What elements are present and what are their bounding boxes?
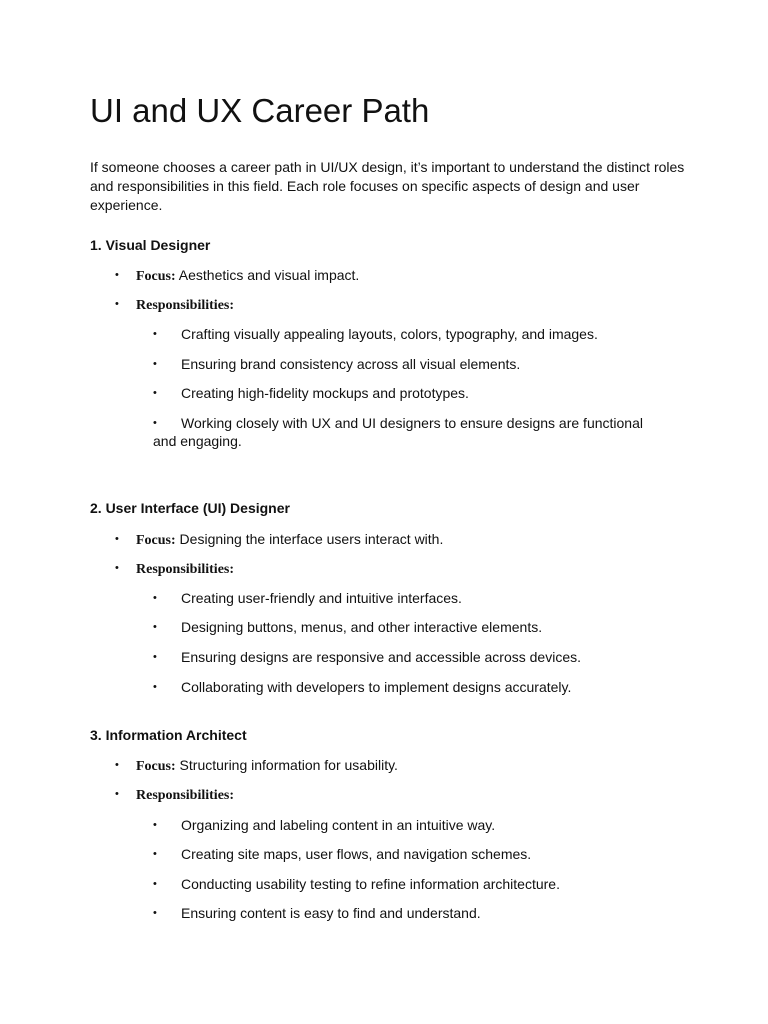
bullet-icon: • (115, 788, 119, 800)
bullet-icon: • (115, 533, 119, 545)
bullet-icon: • (153, 387, 157, 399)
list-item (153, 845, 653, 863)
list-item (153, 904, 653, 922)
focus-item (115, 530, 715, 550)
bullet-icon: • (115, 562, 119, 574)
list-item (153, 648, 653, 666)
list-item (153, 325, 653, 343)
focus-text: Aesthetics and visual impact. (175, 267, 360, 283)
bullet-icon: • (153, 681, 157, 693)
responsibilities-item (115, 559, 715, 579)
responsibilities-item (115, 295, 715, 315)
bullet-icon: • (153, 907, 157, 919)
list-item (153, 384, 653, 402)
list-item (153, 678, 653, 696)
focus-text: Structuring information for usability. (175, 757, 398, 773)
bullet-icon: • (153, 651, 157, 663)
bullet-icon: • (115, 298, 119, 310)
bullet-icon: • (153, 848, 157, 860)
list-item (153, 816, 653, 834)
bullet-icon: • (153, 621, 157, 633)
list-item-text: Ensuring designs are responsive and accessible across devices. (181, 649, 581, 665)
list-item (153, 589, 653, 607)
list-item-text: Organizing and labeling content in an intuitive way. (181, 817, 496, 833)
responsibilities-item (115, 785, 715, 805)
responsibilities-label: Responsibilities: (136, 562, 235, 577)
bullet-icon: • (153, 878, 157, 890)
section-heading-ui-designer: 2. User Interface (UI) Designer (90, 500, 290, 516)
intro-paragraph: If someone chooses a career path in UI/UX design, it’s important to understand the distinct roles and responsibilities in this field. Each role focuses on specific aspects of design and user experience. (90, 159, 685, 213)
responsibilities-label: Responsibilities: (136, 788, 235, 803)
focus-item (115, 756, 715, 776)
section-heading-visual-designer: 1. Visual Designer (90, 237, 211, 253)
focus-label: Focus: (136, 759, 176, 774)
focus-item (115, 266, 715, 286)
list-item-text: Creating site maps, user flows, and navigation schemes. (181, 846, 532, 862)
list-item-text: Crafting visually appealing layouts, colors, typography, and images. (181, 326, 598, 342)
list-item (153, 618, 653, 636)
responsibilities-label: Responsibilities: (136, 298, 235, 313)
focus-label: Focus: (136, 269, 176, 284)
list-item-text: Ensuring brand consistency across all visual elements. (181, 356, 521, 372)
list-item (153, 875, 653, 893)
bullet-icon: • (153, 328, 157, 340)
list-item-text: Designing buttons, menus, and other interactive elements. (181, 619, 543, 635)
list-item-text: Conducting usability testing to refine information architecture. (181, 876, 560, 892)
list-item-text: Collaborating with developers to implement designs accurately. (181, 679, 572, 695)
list-item-text: Creating high-fidelity mockups and prototypes. (181, 385, 469, 401)
list-item (153, 414, 653, 450)
page-title: UI and UX Career Path (90, 92, 430, 129)
section-heading-information-architect: 3. Information Architect (90, 727, 247, 743)
bullet-icon: • (115, 759, 119, 771)
list-item (153, 355, 653, 373)
focus-label: Focus: (136, 533, 176, 548)
bullet-icon: • (153, 358, 157, 370)
bullet-icon: • (153, 819, 157, 831)
list-item-text: Creating user-friendly and intuitive interfaces. (181, 590, 462, 606)
bullet-icon: • (115, 269, 119, 281)
focus-text: Designing the interface users interact with. (175, 531, 444, 547)
bullet-icon: • (153, 592, 157, 604)
list-item-text: Working closely with UX and UI designers to ensure designs are functional and engaging. (153, 415, 643, 449)
list-item-text: Ensuring content is easy to find and understand. (181, 905, 481, 921)
bullet-icon: • (153, 417, 157, 429)
